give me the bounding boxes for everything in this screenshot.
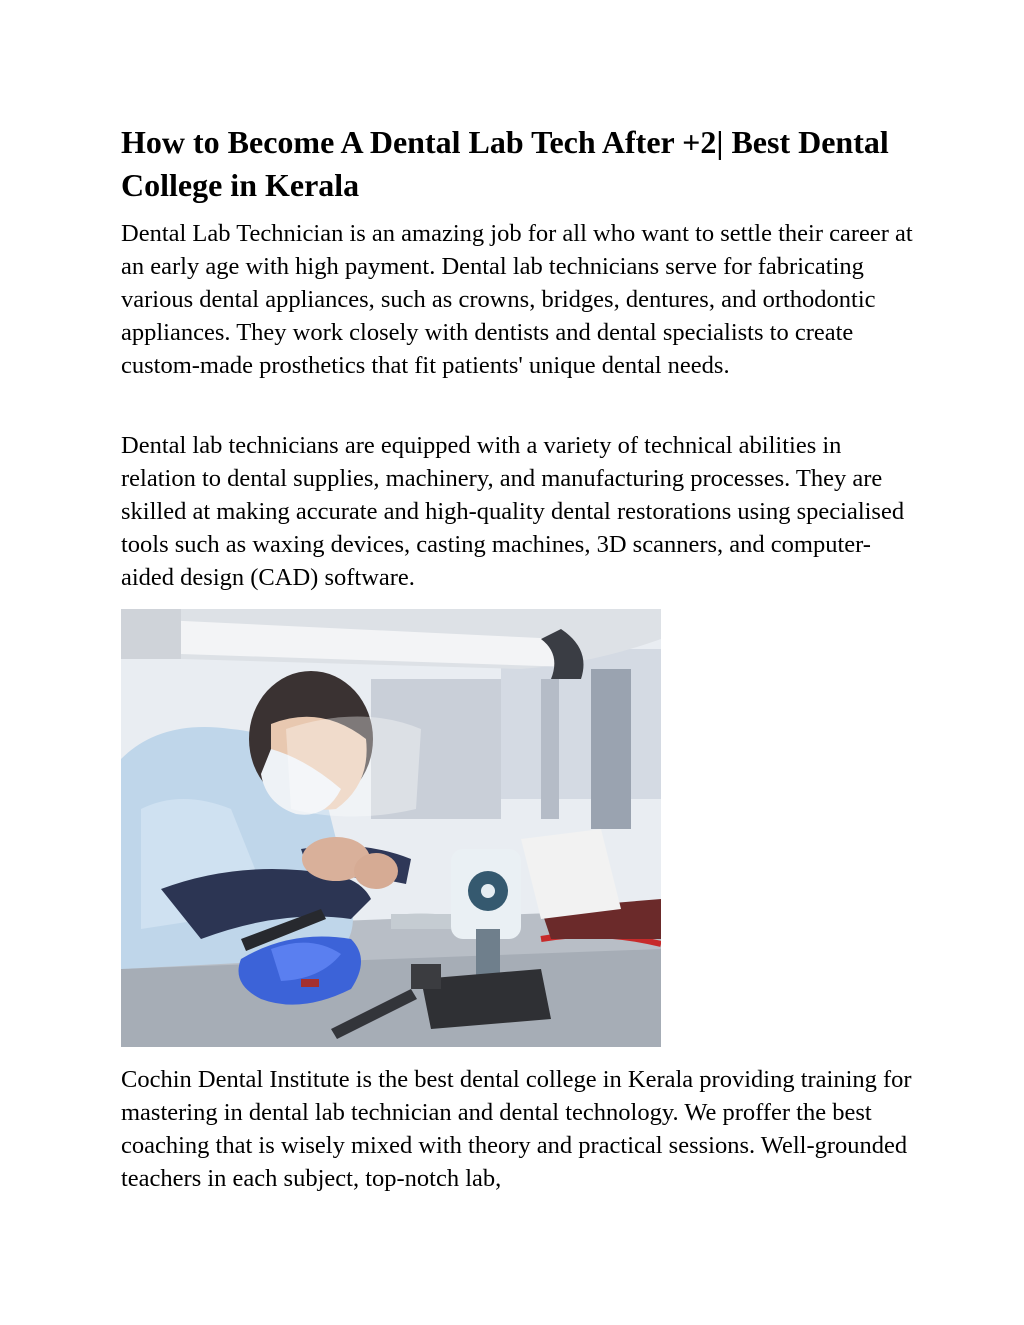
dental-lab-photo [121, 609, 661, 1047]
paragraph-intro: Dental Lab Technician is an amazing job for all who want to settle their career at an early age with high payment. Dental lab technicians serve for fabricating various dental appliances, such as crowns, bridges, dentures, and orthodontic appliances. They work closely with dentists and dental specialists to create custom-made prosthetics that fit patients' unique dental needs. [121, 220, 913, 379]
paragraph-institute: Cochin Dental Institute is the best dental college in Kerala providing training for mastering in dental lab technician and dental technology. We proffer the best coaching that is wisely mixed with theory and practical sessions. Well-grounded teachers in each subject, top-notch lab, [121, 1066, 912, 1192]
paragraph-skills: Dental lab technicians are equipped with a variety of technical abilities in relation to dental supplies, machinery, and manufacturing processes. They are skilled at making accurate and high-quality dental restorations using specialised tools such as waxing devices, casting machines, 3D scanners, and computer-aided design (CAD) software. [121, 432, 905, 591]
document-title: How to Become A Dental Lab Tech After +2| Best Dental College in Kerala [121, 124, 889, 203]
face-shield [286, 717, 421, 817]
